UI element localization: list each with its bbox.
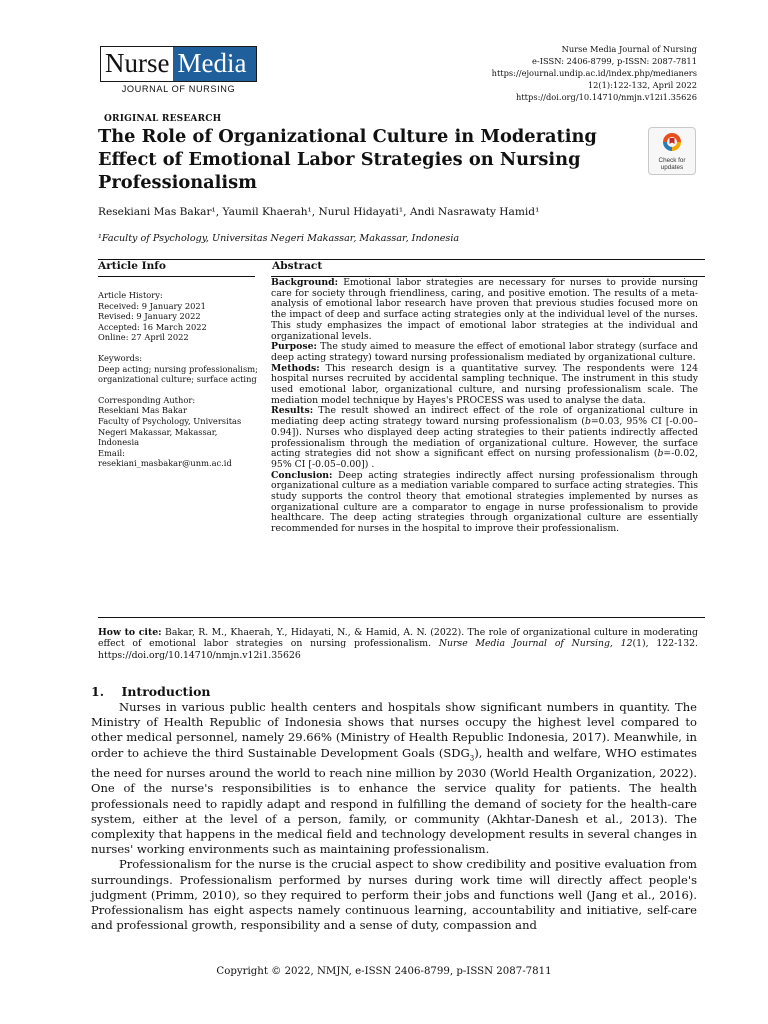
journal-header — [492, 43, 697, 103]
keywords-list: Deep acting; nursing professionalism; organizational culture; surface acting — [98, 363, 258, 385]
journal-name: Nurse Media Journal of Nursing — [561, 44, 697, 54]
abstract-purpose: Purpose: The study aimed to measure the effect of emotional labor strategy (surface and deep acting strategy) toward nursing professionalism mediated by organizational culture. — [271, 341, 698, 363]
section-title: Introduction — [121, 684, 211, 699]
intro-paragraph-1: Nurses in various public health centers and hospitals show significant numbers in quantity. The Ministry of Health Republic of Indonesia shows that nurses occupy the highest level compared to other medical personnel, namely 29.66% (Ministry of Health Republic Indonesia, 2017). Meanwhile, in order to achieve the third Sustainable Development Goals $(SDG_3)$, health and welfare, WHO estimates the need for nurses around the world to reach nine million by 2030 (World Health Organization, 2022). One of the nurse's responsibilities is to enhance the service quality for patients. The health professionals need to rapidly adapt and respond in fulfilling the demand of society for the health-care system, either at the level of a person, family, or community (Akhtar-Danesh et al., 2013). The complexity that happens in the medical field and technology development results in several changes in nurses' working environments such as maintaining professionalism. — [91, 700, 697, 857]
accepted-date: Accepted: 16 March 2022 — [98, 321, 207, 332]
logo-part-media: Media — [173, 47, 256, 81]
affiliation: ¹Faculty of Psychology, Universitas Negeri Makassar, Makassar, Indonesia — [98, 233, 460, 244]
logo-subtitle: JOURNAL OF NURSING — [121, 84, 236, 94]
online-date: Online: 27 April 2022 — [98, 332, 189, 343]
journal-issn: e-ISSN: 2406-8799, p-ISSN: 2087-7811 — [532, 56, 697, 66]
journal-logo — [100, 46, 257, 94]
corresponding-author: Corresponding Author: Resekiani Mas Bakar Faculty of Psychology, Universitas Negeri Makassar, Makassar, Indonesia Email: resekiani_masbakar@unm.ac.id — [98, 394, 242, 469]
article-history: Article History: Received: 9 January 2021 Revised: 9 January 2022 Accepted: 16 March 2022 Online: 27 April 2022 — [98, 290, 207, 343]
bottom-rule — [98, 617, 705, 618]
abstract-results: Results: The result showed an indirect effect of the role of organizational culture in mediating deep acting strategy toward nursing professionalism (b=0.03, 95% CI [-0.00–0.94]). Nurses who displayed deep acting strategies to their patients indirectly affected professionalism through the mediation of organizational culture. However, the surface acting strategies did not show a significant effect on nursing professionalism (b=-0.02, 95% CI [-0.05–0.00]) . — [271, 405, 698, 470]
abstract-conclusion: Conclusion: Deep acting strategies indirectly affect nursing professionalism through organizational culture as a mediation variable compared to surface acting strategies. This study supports the control theory that emotional strategies implemented by nurses as organizational culture are a comparator to engage in nurse professionalism to provide healthcare. The deep acting strategies through organizational culture are essentially recommended for nurses in the hospital to improve their professionalism. — [271, 469, 698, 535]
abstract-background: Background: Emotional labor strategies are necessary for nurses to provide nursing care for society through friendliness, caring, and positive emotion. The results of a meta-analysis of emotional labor research have proven that previous studies focused more on the impact of deep and surface acting strategies only at the individual level of the nurses. This study emphasizes the impact of emotional labor strategies at the individual and organizational levels. — [271, 277, 698, 342]
corresponding-name: Resekiani Mas Bakar — [98, 405, 187, 416]
abstract-methods: Methods: This research design is a quantitative survey. The respondents were 124 hospital nurses recruited by accidental sampling technique. The instrument in this study used emotional labor, organizational culture, and nursing professionalism scale. The mediation model technique by Hayes's PROCESS was used to analyse the data. — [271, 362, 698, 406]
intro-paragraph-2: Professionalism for the nurse is the crucial aspect to show credibility and positive evaluation from surroundings. Professionalism performed by nurses during work time will directly affect people's judgment (Primm, 2010), so they required to perform their jobs and functions well (Jang et al., 2016). Professionalism has eight aspects namely continuous learning, accountability and initiative, self-care and professional growth, responsibility and a sense of duty, compassion and — [91, 857, 697, 933]
received-date: Received: 9 January 2021 — [98, 300, 206, 311]
introduction-body — [91, 700, 697, 933]
section-number: 1. — [91, 684, 105, 699]
logo-wordmark — [100, 46, 257, 82]
journal-url[interactable]: https://ejournal.undip.ac.id/index.php/medianers — [491, 68, 697, 78]
author-list: Resekiani Mas Bakar¹, Yaumil Khaerah¹, Nurul Hidayati¹, Andi Nasrawaty Hamid¹ — [98, 206, 540, 218]
corresponding-affiliation: Faculty of Psychology, Universitas Negeri Makassar, Makassar, Indonesia — [98, 415, 242, 448]
check-for-updates-line1: Check for — [658, 157, 686, 164]
journal-doi[interactable]: https://doi.org/10.14710/nmjn.v12i1.35626 — [516, 92, 697, 102]
article-info — [98, 290, 258, 479]
abstract-heading: Abstract — [272, 260, 323, 272]
article-title: The Role of Organizational Culture in Moderating Effect of Emotional Labor Strategies on Nursing Professionalism — [98, 126, 597, 193]
corresponding-email[interactable]: resekiani_masbakar@unm.ac.id — [98, 458, 232, 469]
journal-volume: 12(1):122-132, April 2022 — [587, 80, 697, 90]
section-type: ORIGINAL RESEARCH — [104, 114, 222, 124]
how-to-cite: How to cite: Bakar, R. M., Khaerah, Y., Hidayati, N., & Hamid, A. N. (2022). The role of organizational culture in moderating effect of emotional labor strategies on nursing professionalism. Nurse Media Journal of Nursing, 12(1), 122-132. https://doi.org/10.14710/nmjn.v12i1.35626 — [98, 627, 699, 661]
copyright-footer: Copyright © 2022, NMJN, e-ISSN 2406-8799, p-ISSN 2087-7811 — [216, 966, 552, 977]
abstract-body — [271, 278, 698, 535]
check-for-updates-icon — [662, 132, 682, 152]
article-info-heading: Article Info — [98, 260, 166, 272]
logo-part-nurse: Nurse — [101, 47, 173, 81]
introduction-heading — [91, 684, 211, 699]
keywords: Keywords: Deep acting; nursing professionalism; organizational culture; surface acting — [98, 352, 258, 385]
check-for-updates-badge[interactable] — [648, 127, 696, 175]
info-header-rule — [98, 276, 255, 277]
top-rule — [98, 259, 705, 260]
check-for-updates-line2: updates — [660, 164, 684, 171]
citation-doi[interactable]: (1), 122-132. https://doi.org/10.14710/nmjn.v12i1.35626 — [98, 638, 699, 661]
revised-date: Revised: 9 January 2022 — [98, 311, 201, 322]
